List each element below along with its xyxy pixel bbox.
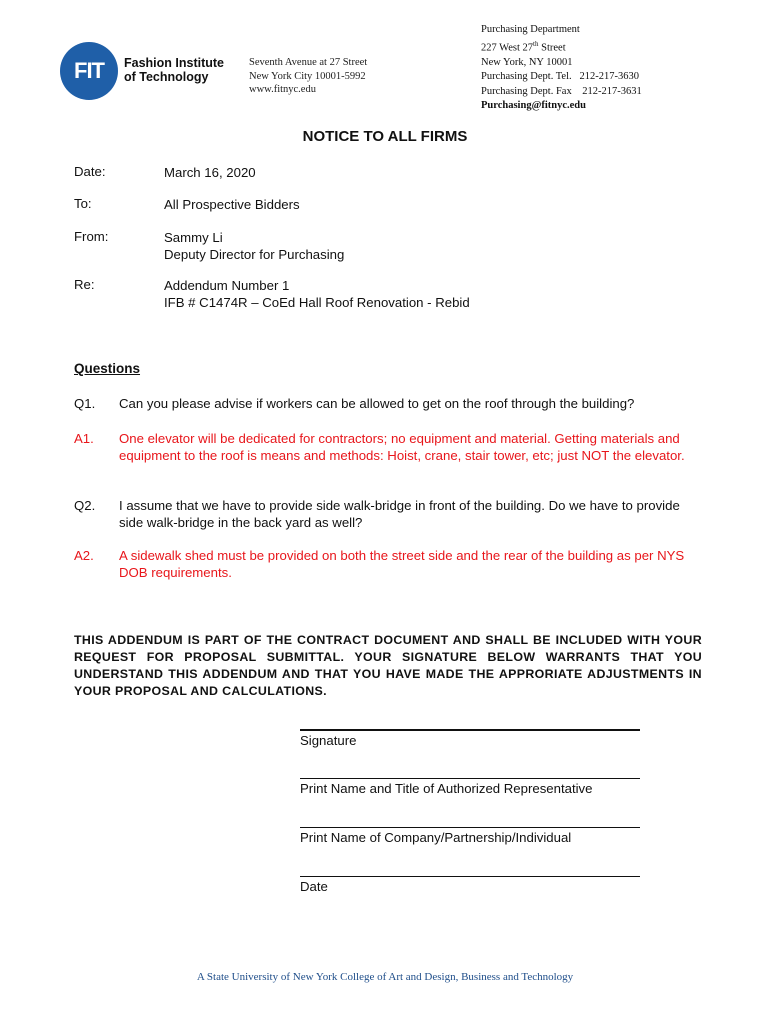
purchasing-street: 227 West 27th Street xyxy=(481,40,566,54)
q1-label: Q1. xyxy=(74,396,96,411)
addendum-notice: THIS ADDENDUM IS PART OF THE CONTRACT DOCUMENT AND SHALL BE INCLUDED WITH YOUR REQUEST FOR PROPOSAL SUBMITTAL. YOUR SIGNATURE BELOW WARRANTS THAT YOU UNDERSTAND THIS ADDENDUM AND THAT YOU HAVE MADE THE APPRORIATE ADJUSTMENTS IN YOUR PROPOSAL AND CALCULATIONS. xyxy=(74,633,702,698)
purchasing-city: New York, NY 10001 xyxy=(481,57,573,69)
from-name: Sammy Li xyxy=(164,230,223,245)
re-value xyxy=(164,277,470,311)
company-name-label: Print Name of Company/Partnership/Individual xyxy=(300,830,572,845)
questions-heading: Questions xyxy=(74,361,141,376)
purchasing-dept: Purchasing Department xyxy=(481,24,580,35)
signature-label: Signature xyxy=(300,733,357,748)
date-value: March 16, 2020 xyxy=(164,165,256,180)
institution-city: New York City 10001-5992 xyxy=(249,70,366,82)
institution-web: www.fitnyc.edu xyxy=(249,84,316,95)
date-label: Date: xyxy=(74,164,106,179)
institution-address xyxy=(249,56,367,97)
purchasing-email: Purchasing@fitnyc.edu xyxy=(481,99,586,111)
print-name-title-label: Print Name and Title of Authorized Representative xyxy=(300,781,593,796)
to-label: To: xyxy=(74,196,92,211)
page-title: NOTICE TO ALL FIRMS xyxy=(302,128,468,145)
from-value xyxy=(164,229,344,263)
from-label: From: xyxy=(74,229,109,244)
q2-label: Q2. xyxy=(74,498,96,513)
institution-street: Seventh Avenue at 27 Street xyxy=(249,57,368,68)
to-value: All Prospective Bidders xyxy=(164,197,300,212)
fit-logo-text: FIT xyxy=(74,58,104,83)
a1-text: One elevator will be dedicated for contractors; no equipment and material. Getting materials and equipment to the roof is means and methods: Hoist, crane, stair tower, etc; just NOT the elevator. xyxy=(119,431,685,463)
purchasing-tel: Purchasing Dept. Tel. 212-217-3630 xyxy=(481,71,640,83)
fit-logo xyxy=(60,42,118,100)
signature-line[interactable] xyxy=(300,729,640,731)
purchasing-fax: Purchasing Dept. Fax 212-217-3631 xyxy=(481,85,642,97)
institution-name xyxy=(124,56,224,84)
print-name-title-line[interactable] xyxy=(300,778,640,779)
institution-line-1: Fashion Institute xyxy=(124,56,224,70)
re-line-2: IFB # C1474R – CoEd Hall Roof Renovation - Rebid xyxy=(164,295,470,310)
date-signature-label: Date xyxy=(300,879,328,894)
date-line[interactable] xyxy=(300,876,640,877)
page-footer: A State University of New York College of Art and Design, Business and Technology xyxy=(196,971,574,983)
a2-text: A sidewalk shed must be provided on both the street side and the rear of the building as per NYS DOB requirements. xyxy=(119,548,685,580)
purchasing-contact xyxy=(481,23,642,113)
a1-label: A1. xyxy=(74,431,94,446)
institution-line-2: of Technology xyxy=(124,70,209,84)
q2-text: I assume that we have to provide side walk-bridge in front of the building. Do we have to provide side walk-bridge in the back yard as well? xyxy=(119,498,680,530)
q1-text: Can you please advise if workers can be allowed to get on the roof through the building? xyxy=(119,396,635,411)
from-title: Deputy Director for Purchasing xyxy=(164,247,345,262)
re-line-1: Addendum Number 1 xyxy=(164,278,290,293)
re-label: Re: xyxy=(74,277,95,292)
a2-label: A2. xyxy=(74,548,94,563)
company-name-line[interactable] xyxy=(300,827,640,828)
